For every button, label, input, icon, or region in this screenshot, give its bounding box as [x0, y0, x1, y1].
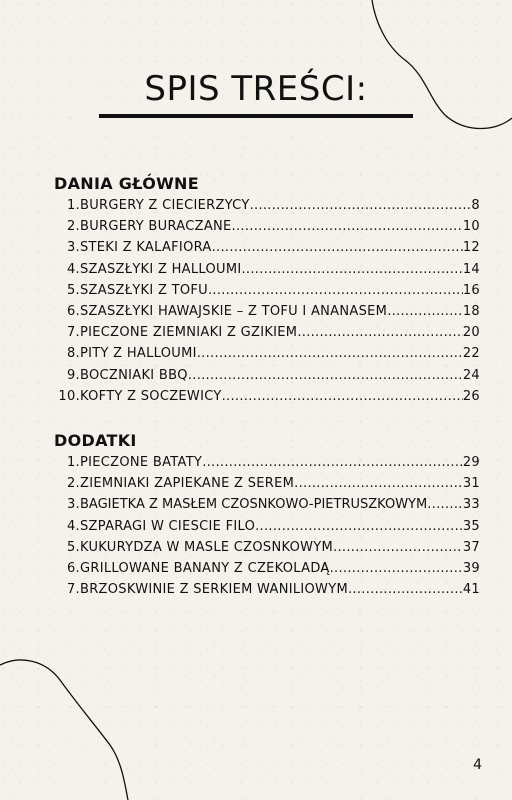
- toc-list-main-dishes: [56, 198, 480, 410]
- toc-entry[interactable]: [56, 582, 480, 603]
- toc-entry-page: 41: [462, 582, 480, 598]
- toc-entry-number: 2.: [66, 476, 80, 492]
- toc-entry[interactable]: [56, 304, 480, 325]
- toc-entry-page: 18: [462, 303, 480, 319]
- toc-leader-dots: [197, 346, 463, 361]
- toc-leader-dots: [294, 476, 463, 491]
- toc-entry-title: PITY Z HALLOUMI: [80, 346, 197, 362]
- toc-leader-dots: [348, 582, 463, 597]
- toc-entry-number: 3.: [66, 497, 80, 513]
- toc-leader-dots: [241, 262, 462, 277]
- toc-entry[interactable]: [56, 497, 480, 518]
- toc-entry-title: PIECZONE ZIEMNIAKI Z GZIKIEM: [80, 325, 298, 341]
- toc-entry[interactable]: [56, 219, 480, 240]
- toc-entry-title: BURGERY Z CIECIERZYCY: [80, 198, 250, 213]
- toc-entry-title: KOFTY Z SOCZEWICY: [80, 388, 222, 404]
- toc-entry-page: 10: [462, 219, 480, 235]
- toc-entry-page: 14: [462, 261, 480, 277]
- toc-entry[interactable]: [56, 561, 480, 582]
- toc-entry-title: ZIEMNIAKI ZAPIEKANE Z SEREM: [80, 476, 295, 492]
- toc-entry-title: STEKI Z KALAFIORA: [80, 240, 212, 256]
- toc-entry-number: 8.: [66, 346, 80, 362]
- toc-leader-dots: [297, 325, 463, 340]
- toc-entry-number: 6.: [66, 560, 80, 576]
- toc-list-side-dishes: [56, 455, 480, 603]
- toc-leader-dots: [202, 455, 463, 470]
- toc-entry-number: 4.: [66, 518, 80, 534]
- title-underline: [99, 114, 413, 118]
- toc-entry-title: GRILLOWANE BANANY Z CZEKOLADĄ: [80, 560, 330, 576]
- toc-entry-page: 31: [462, 476, 480, 492]
- toc-leader-dots: [333, 540, 463, 555]
- section-heading-side-dishes: DODATKI: [54, 431, 137, 450]
- toc-entry[interactable]: [56, 476, 480, 497]
- toc-leader-dots: [330, 561, 463, 576]
- toc-entry-title: SZASZŁYKI HAWAJSKIE – Z TOFU I ANANASEM: [80, 303, 388, 319]
- toc-entry[interactable]: [56, 198, 480, 219]
- toc-entry[interactable]: [56, 325, 480, 346]
- toc-leader-dots: [212, 240, 463, 255]
- toc-entry-number: 7.: [66, 582, 80, 598]
- toc-leader-dots: [208, 283, 463, 298]
- toc-entry-title: BURGERY BURACZANE: [80, 219, 232, 235]
- toc-entry[interactable]: [56, 240, 480, 261]
- toc-entry-title: SZASZŁYKI Z TOFU: [80, 282, 208, 298]
- toc-leader-dots: [250, 198, 472, 213]
- toc-entry-page: 26: [462, 388, 480, 404]
- toc-entry-number: 3.: [66, 240, 80, 256]
- toc-entry-page: 39: [462, 560, 480, 576]
- toc-entry-number: 7.: [66, 325, 80, 341]
- toc-entry-number: 4.: [66, 261, 80, 277]
- toc-entry[interactable]: [56, 262, 480, 283]
- page-number: 4: [473, 757, 482, 773]
- toc-entry-page: 29: [462, 455, 480, 470]
- toc-entry-page: 35: [462, 518, 480, 534]
- toc-leader-dots: [427, 497, 463, 512]
- toc-entry-page: 16: [462, 282, 480, 298]
- toc-entry[interactable]: [56, 455, 480, 476]
- toc-leader-dots: [222, 389, 463, 404]
- toc-entry-title: BOCZNIAKI BBQ: [80, 367, 188, 383]
- toc-entry-title: SZASZŁYKI Z HALLOUMI: [80, 261, 242, 277]
- toc-entry[interactable]: [56, 519, 480, 540]
- toc-entry-number: 1.: [66, 455, 80, 470]
- toc-entry-number: 1.: [66, 198, 80, 213]
- toc-leader-dots: [232, 219, 463, 234]
- toc-entry-page: 8: [471, 198, 480, 213]
- toc-entry-page: 37: [462, 539, 480, 555]
- toc-entry-title: BRZOSKWINIE Z SERKIEM WANILIOWYM: [80, 582, 348, 598]
- page-title: SPIS TREŚCI:: [144, 69, 368, 109]
- toc-entry-title: KUKURYDZA W MAŚLE CZOSNKOWYM: [80, 539, 334, 555]
- toc-entry-page: 22: [462, 346, 480, 362]
- toc-entry-page: 20: [462, 325, 480, 341]
- toc-entry[interactable]: [56, 346, 480, 367]
- toc-entry[interactable]: [56, 389, 480, 410]
- toc-leader-dots: [255, 519, 463, 534]
- toc-entry-number: 5.: [66, 539, 80, 555]
- toc-entry-number: 9.: [66, 367, 80, 383]
- toc-leader-dots: [387, 304, 463, 319]
- toc-entry-title: PIECZONE BATATY: [80, 455, 203, 470]
- toc-entry-page: 24: [462, 367, 480, 383]
- toc-entry[interactable]: [56, 540, 480, 561]
- toc-entry-number: 5.: [66, 282, 80, 298]
- toc-entry[interactable]: [56, 283, 480, 304]
- toc-entry[interactable]: [56, 368, 480, 389]
- toc-entry-title: SZPARAGI W CIEŚCIE FILO: [80, 518, 256, 534]
- section-heading-main-dishes: DANIA GŁÓWNE: [54, 174, 199, 193]
- toc-entry-number: 2.: [66, 219, 80, 235]
- toc-entry-title: BAGIETKA Z MASŁEM CZOSNKOWO-PIETRUSZKOWYM: [80, 497, 428, 513]
- toc-entry-number: 10.: [58, 388, 80, 404]
- toc-leader-dots: [188, 368, 463, 383]
- toc-entry-number: 6.: [66, 303, 80, 319]
- toc-entry-page: 33: [462, 497, 480, 513]
- toc-entry-page: 12: [462, 240, 480, 256]
